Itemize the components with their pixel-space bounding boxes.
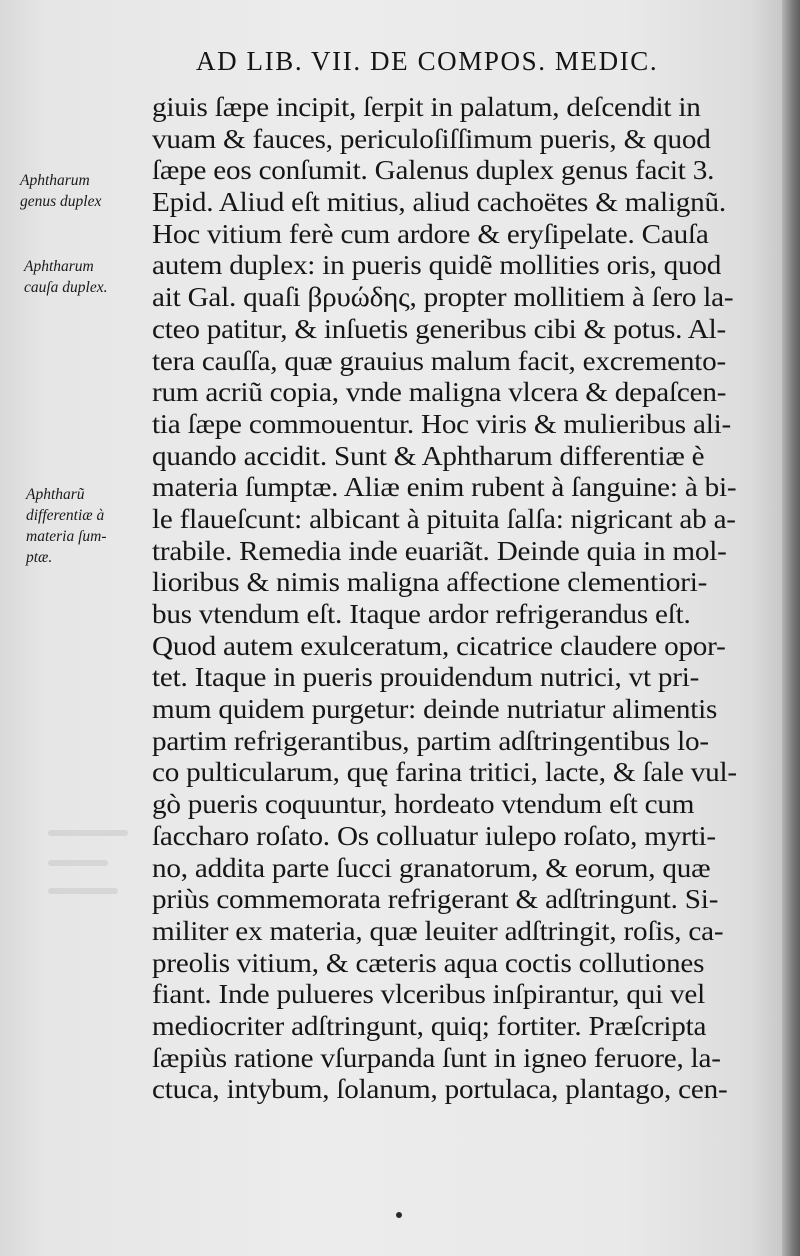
text-line: trabile. Remedia inde euariãt. Deinde quia in mol-: [152, 535, 727, 566]
margin-note-line: differentiæ à: [26, 507, 105, 524]
text-line: vuam & fauces, periculoſiſſimum pueris, & quod: [152, 123, 711, 154]
show-through-mark: [48, 860, 108, 866]
text-line: Epid. Aliud eſt mitius, aliud cachoëtes & malignũ.: [152, 187, 726, 218]
running-head: AD LIB. VII. DE COMPOS. MEDIC.: [196, 46, 659, 76]
text-line: Hoc vitium ferè cum ardore & eryſipelate. Cauſa: [152, 218, 709, 249]
margin-note-line: Aphtharum: [24, 258, 94, 275]
text-line: bus vtendum eſt. Itaque ardor refrigerandus eſt.: [152, 599, 691, 629]
text-line: quando accidit. Sunt & Aphtharum differentiæ è: [152, 440, 705, 471]
text-line: ſaccharo roſato. Os colluatur iulepo roſato, myrti-: [152, 820, 716, 851]
text-line: tia ſæpe commouentur. Hoc viris & mulieribus ali-: [152, 408, 731, 439]
text-line: le flaueſcunt: albicant à pituita ſalſa: nigricant ab a-: [152, 503, 736, 534]
text-line: autem duplex: in pueris quidẽ mollities oris, quod: [152, 250, 722, 281]
margin-note-differentiae: [26, 484, 166, 568]
text-line: no, addita parte ſucci granatorum, & eorum, quæ: [152, 852, 711, 883]
text-line: ctuca, intybum, ſolanum, portulaca, plantago, cen-: [152, 1074, 728, 1105]
text-line: giuis ſæpe incipit, ſerpit in palatum, deſcendit in: [152, 92, 701, 122]
text-line: ſæpiùs ratione vſurpanda ſunt in igneo feruore, la-: [152, 1042, 721, 1073]
text-line: mum quidem purgetur: deinde nutriatur alimentis: [152, 694, 718, 725]
text-line: tera cauſſa, quæ grauius malum facit, excremento-: [152, 345, 727, 376]
text-line: co pulticularum, quę farina tritici, lacte, & ſale vul-: [152, 757, 737, 788]
show-through-mark: [48, 830, 128, 836]
text-line: materia ſumptæ. Aliæ enim rubent à ſanguine: à bi-: [152, 472, 737, 503]
text-line: ſæpe eos conſumit. Galenus duplex genus facit 3.: [152, 155, 715, 186]
text-line: fiant. Inde pulueres vlceribus inſpirantur, qui vel: [152, 979, 706, 1010]
margin-note-line: genus duplex: [20, 193, 102, 210]
body-text: [152, 92, 752, 1106]
show-through-mark: [48, 888, 118, 894]
text-line: rum acriũ copia, vnde maligna vlcera & depaſcen-: [152, 377, 727, 408]
text-line: mediocriter adſtringunt, quiq; fortiter. Præſcripta: [152, 1010, 707, 1041]
text-line: preolis vitium, & cæteris aqua coctis collutiones: [152, 947, 705, 978]
margin-note-causa: [24, 256, 164, 298]
signature-mark: [396, 1212, 402, 1218]
margin-note-line: Aphtharum: [20, 172, 90, 189]
text-line: lioribus & nimis maligna affectione clementiori-: [152, 567, 708, 598]
text-line: Quod autem exulceratum, cicatrice claudere opor-: [152, 630, 726, 661]
page-edge-shadow: [782, 0, 800, 1256]
text-line: gò pueris coquuntur, hordeato vtendum eſt cum: [152, 789, 695, 820]
margin-note-line: ptæ.: [26, 549, 53, 566]
margin-note-line: cauſa duplex.: [24, 279, 108, 296]
text-line: ait Gal. quaſi βρυώδης, propter mollitiem à ſero la-: [152, 282, 734, 313]
text-line: militer ex materia, quæ leuiter adſtringit, roſis, ca-: [152, 915, 724, 946]
text-line: tet. Itaque in pueris prouidendum nutrici, vt pri-: [152, 662, 700, 693]
margin-note-genus: [20, 170, 160, 212]
text-line: partim refrigerantibus, partim adſtringentibus lo-: [152, 725, 709, 756]
text-line: cteo patitur, & inſuetis generibus cibi & potus. Al-: [152, 313, 726, 344]
margin-note-line: materia ſum-: [26, 528, 107, 545]
margin-note-line: Aphtharũ: [26, 486, 85, 503]
text-line: priùs commemorata refrigerant & adſtringunt. Si-: [152, 884, 719, 915]
